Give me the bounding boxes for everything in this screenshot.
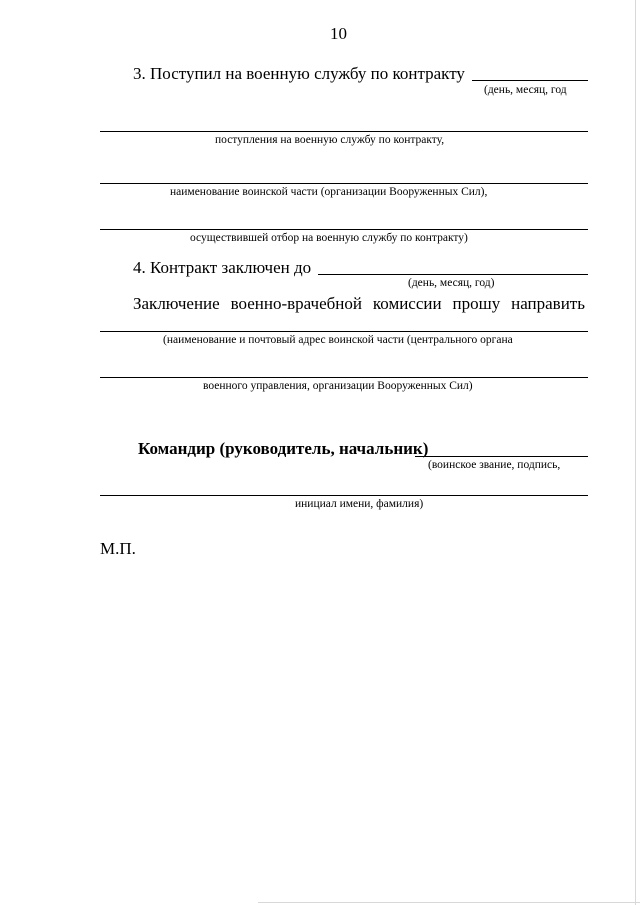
conclusion-text: Заключение военно-врачебной комиссии прошу направить — [133, 294, 585, 313]
contract-end-date-field[interactable] — [318, 274, 588, 275]
conclusion-address-field-continued[interactable] — [100, 377, 588, 378]
military-unit-field-continued[interactable] — [100, 229, 588, 230]
item3-hint-line2: поступления на военную службу по контракту, — [215, 134, 445, 146]
conclusion-hint-line1: (наименование и почтовый адрес воинской части (центрального органа — [163, 334, 513, 346]
commander-name-field[interactable] — [100, 495, 588, 496]
conclusion-hint-line2: военного управления, организации Вооруженных Сил) — [203, 380, 473, 392]
commander-label: Командир (руководитель, начальник) — [138, 439, 429, 458]
page-number: 10 — [330, 24, 347, 43]
stamp-placeholder: М.П. — [100, 539, 136, 558]
commander-hint-line2: инициал имени, фамилия) — [295, 498, 424, 510]
item3-label: 3. Поступил на военную службу по контракту — [133, 64, 465, 83]
scan-edge-bottom — [258, 902, 640, 903]
commander-hint-line1: (воинское звание, подпись, — [428, 459, 561, 471]
commander-signature-field[interactable] — [415, 456, 588, 457]
item3-hint-line3: наименование воинской части (организации Вооруженных Сил), — [170, 186, 488, 198]
item4-label: 4. Контракт заключен до — [133, 258, 312, 277]
scan-edge-right — [635, 0, 636, 905]
item4-date-hint: (день, месяц, год) — [408, 277, 495, 289]
conclusion-address-field[interactable] — [100, 331, 588, 332]
military-unit-field[interactable] — [100, 183, 588, 184]
item3-hint-line4: осуществившей отбор на военную службу по контракту) — [190, 232, 468, 244]
item3-date-hint: (день, месяц, год — [484, 84, 567, 96]
item3-date-field[interactable] — [472, 80, 588, 81]
item3-date-field-continued[interactable] — [100, 131, 588, 132]
